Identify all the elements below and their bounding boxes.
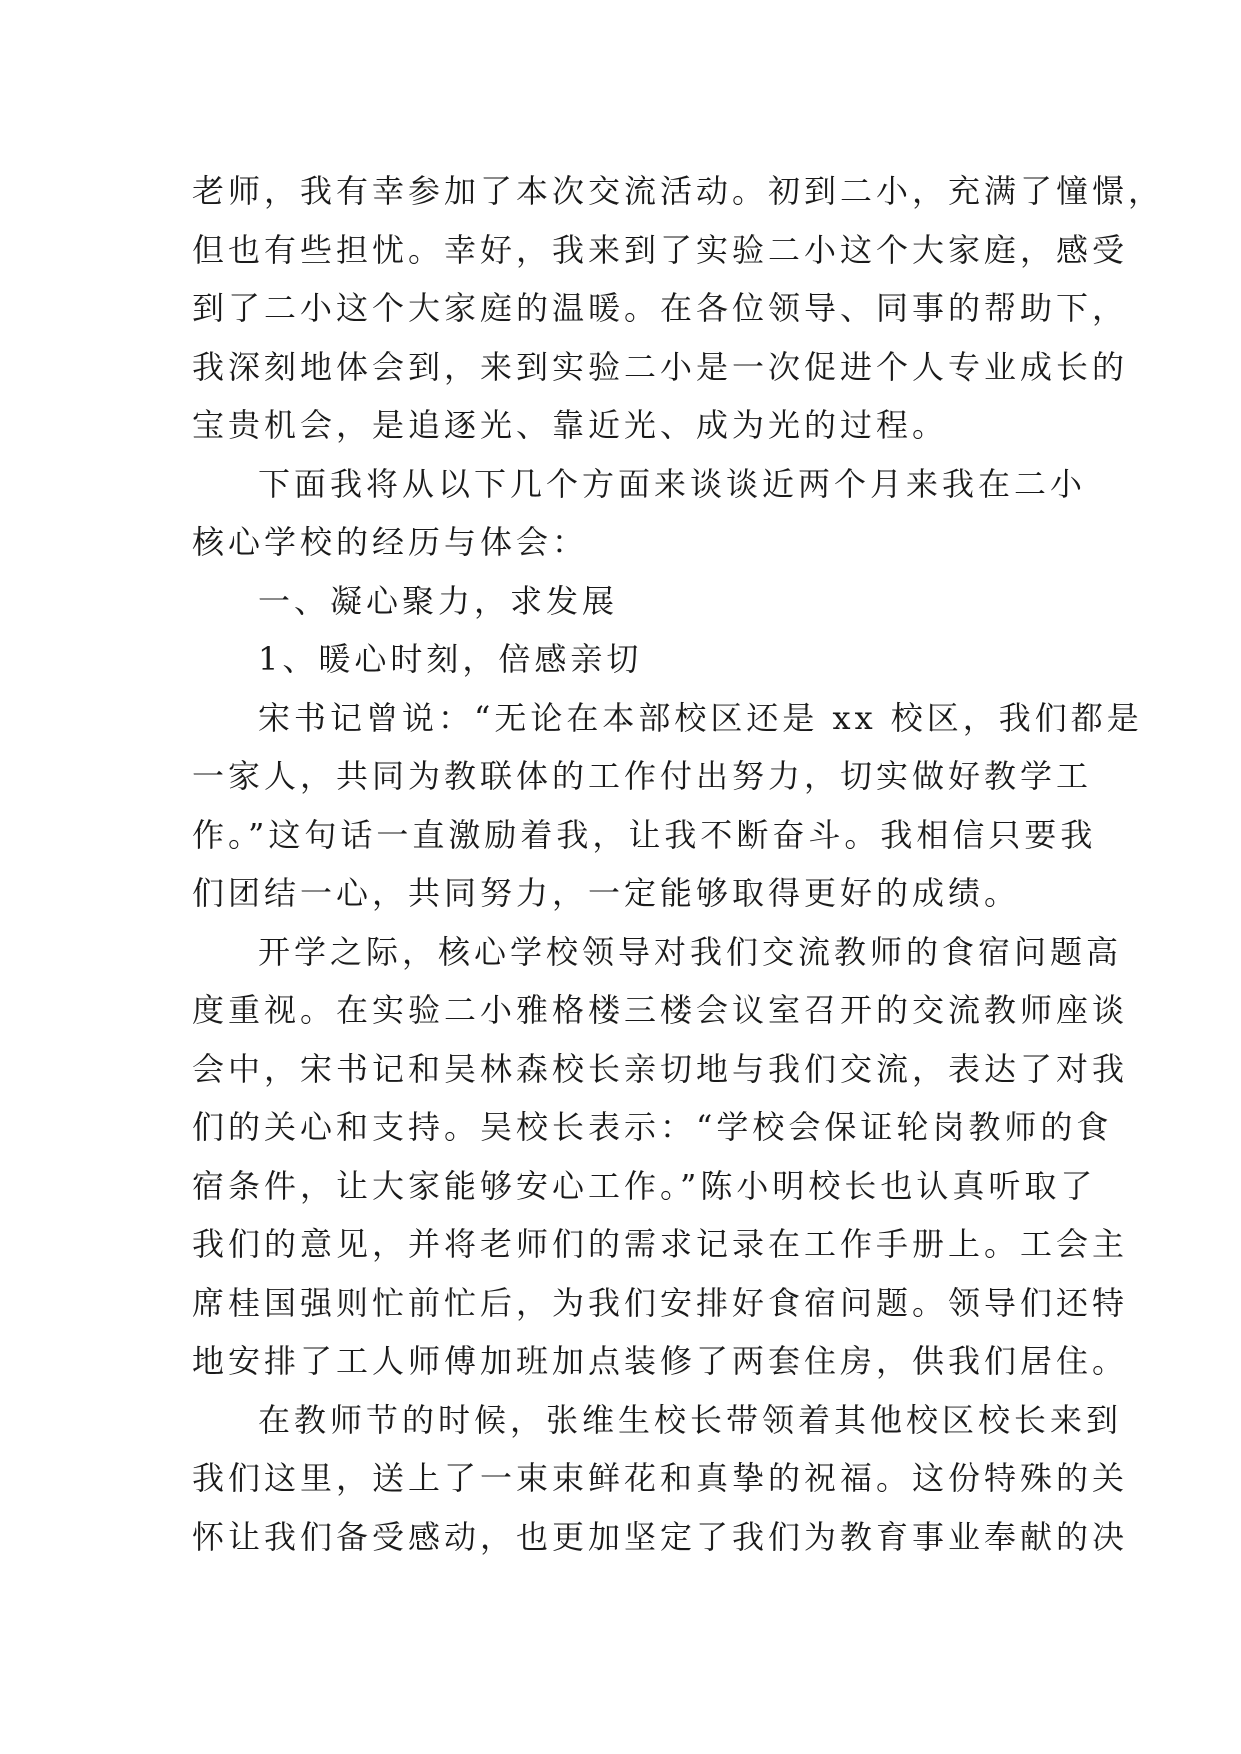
text-line: 但也有些担忧。幸好，我来到了实验二小这个大家庭，感受 bbox=[192, 230, 1129, 269]
text-line: 我们这里，送上了一束束鲜花和真挚的祝福。这份特殊的关 bbox=[192, 1459, 1129, 1497]
text-line: 席桂国强则忙前忙后，为我们安排好食宿问题。领导们还特 bbox=[192, 1283, 1129, 1322]
text-line: 核心学校的经历与体会： bbox=[192, 523, 589, 561]
text-line: 老师，我有幸参加了本次交流活动。初到二小，充满了憧憬， bbox=[192, 172, 1165, 210]
text-line: 在教师节的时候，张维生校长带领着其他校区校长来到 bbox=[258, 1400, 1123, 1439]
text-line: 开学之际，核心学校领导对我们交流教师的食宿问题高 bbox=[258, 932, 1123, 971]
text-line: 到了二小这个大家庭的温暖。在各位领导、同事的帮助下， bbox=[192, 289, 1129, 327]
text-line: 地安排了工人师傅加班加点装修了两套住房，供我们居住。 bbox=[192, 1342, 1129, 1380]
text-line: 度重视。在实验二小雅格楼三楼会议室召开的交流教师座谈 bbox=[192, 991, 1129, 1029]
text-line: 作。”这句话一直激励着我，让我不断奋斗。我相信只要我 bbox=[192, 815, 1097, 854]
text-line: 怀让我们备受感动，也更加坚定了我们为教育事业奉献的决 bbox=[192, 1517, 1129, 1556]
text-line: 们的关心和支持。吴校长表示：“学校会保证轮岗教师的食 bbox=[192, 1108, 1113, 1146]
text-line: 我们的意见，并将老师们的需求记录在工作手册上。工会主 bbox=[192, 1225, 1129, 1263]
text-line: 一家人，共同为教联体的工作付出努力，切实做好教学工 bbox=[192, 757, 1093, 795]
text-line: 会中，宋书记和吴林森校长亲切地与我们交流，表达了对我 bbox=[192, 1049, 1129, 1088]
subsection-heading: 1、暖心时刻，倍感亲切 bbox=[258, 640, 643, 678]
text-line: 下面我将从以下几个方面来谈谈近两个月来我在二小 bbox=[258, 464, 1087, 503]
text-line: 我深刻地体会到，来到实验二小是一次促进个人专业成长的 bbox=[192, 347, 1129, 386]
section-heading: 一、凝心聚力，求发展 bbox=[258, 581, 619, 620]
document-body bbox=[192, 162, 1165, 1566]
text-line: 宋书记曾说：“无论在本部校区还是 xx 校区，我们都是 bbox=[258, 698, 1143, 737]
text-line: 宿条件，让大家能够安心工作。”陈小明校长也认真听取了 bbox=[192, 1166, 1097, 1205]
text-line: 们团结一心，共同努力，一定能够取得更好的成绩。 bbox=[192, 874, 1021, 912]
text-line: 宝贵机会，是追逐光、靠近光、成为光的过程。 bbox=[192, 406, 949, 444]
